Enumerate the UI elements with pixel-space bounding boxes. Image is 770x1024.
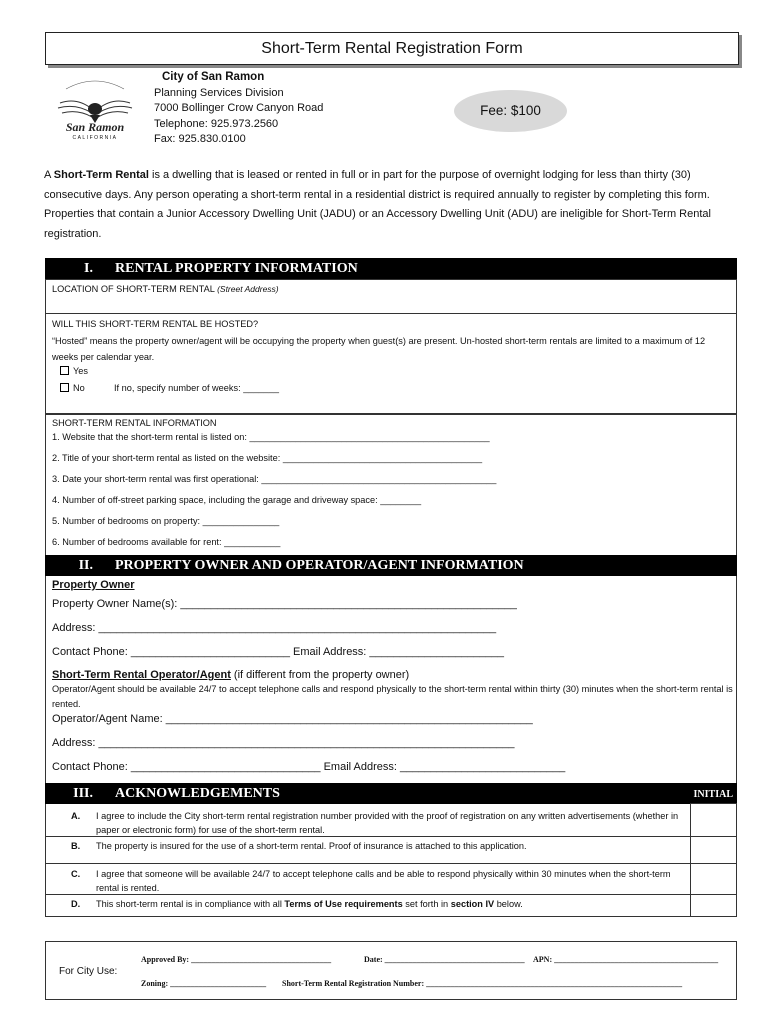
bedrooms-field[interactable]: 5. Number of bedrooms on property: _______________: [52, 516, 280, 526]
hosted-description: “Hosted” means the property owner/agent will be occupying the property when guest(s) are present. Un-hosted short-term rentals are limited to a maximum of 12 weeks per calendar year.: [52, 335, 706, 362]
section-3-header: [45, 783, 737, 804]
logo-text: San Ramon: [65, 120, 125, 134]
fee-badge: Fee: $100: [454, 90, 567, 132]
no-checkbox[interactable]: [60, 383, 69, 392]
registration-number-field[interactable]: Short-Term Rental Registration Number: ________________________________________________________________: [282, 979, 683, 988]
owner-operator-section: [45, 576, 737, 783]
owner-contact-field[interactable]: Contact Phone: __________________________ Email Address: ______________________: [52, 646, 505, 658]
owner-heading: Property Owner: [52, 579, 135, 591]
yes-checkbox[interactable]: [60, 366, 69, 375]
ack-row-b: [45, 837, 737, 864]
ack-b-label: B.: [71, 841, 81, 851]
ack-row-a: [45, 804, 737, 837]
location-field[interactable]: [45, 279, 737, 314]
hosted-yes-option[interactable]: [60, 363, 88, 380]
telephone: Telephone: 925.973.2560: [154, 117, 279, 130]
section-1-title: RENTAL PROPERTY INFORMATION: [115, 261, 358, 276]
intro-term: Short-Term Rental: [53, 169, 149, 181]
division: Planning Services Division: [154, 86, 284, 99]
street-address: 7000 Bollinger Crow Canyon Road: [154, 102, 324, 114]
operator-note: (if different from the property owner): [230, 669, 410, 681]
ack-d-text: This short-term rental is in compliance with all Terms of Use requirements set forth in section IV below.: [96, 899, 523, 909]
city-name: City of San Ramon: [162, 71, 265, 83]
location-hint: (Street Address): [217, 284, 279, 294]
city-use-label: For City Use:: [59, 966, 118, 977]
ack-c-initial-box[interactable]: [690, 863, 737, 895]
logo-subtext: CALIFORNIA: [72, 135, 118, 141]
owner-address-field[interactable]: Address: _________________________________________________________________: [52, 622, 497, 634]
apn-field[interactable]: APN: _________________________________________: [533, 955, 719, 964]
approved-by-field[interactable]: Approved By: ___________________________________: [141, 955, 332, 964]
section-1-header: [45, 258, 737, 279]
ack-a-text: I agree to include the City short-term rental registration number provided with the proof of registration on any written advertisements (whether in paper or electronic form) for use of the short-term rental.: [96, 811, 679, 835]
section-3-title: ACKNOWLEDGEMENTS: [115, 786, 280, 801]
ack-b-initial-box[interactable]: [690, 836, 737, 864]
intro-prefix: A: [44, 169, 54, 181]
operator-address-field[interactable]: Address: ____________________________________________________________________: [52, 737, 515, 749]
ack-a-initial-box[interactable]: [690, 803, 737, 837]
owner-names-field[interactable]: Property Owner Name(s): _______________________________________________________: [52, 598, 517, 610]
date-field[interactable]: Date: ___________________________________: [364, 955, 525, 964]
operator-contact-field[interactable]: Contact Phone: _______________________________ Email Address: ___________________________: [52, 761, 566, 773]
section-2-title: PROPERTY OWNER AND OPERATOR/AGENT INFORMATION: [115, 558, 524, 573]
ack-c-label: C.: [71, 869, 81, 879]
website-field[interactable]: 1. Website that the short-term rental is listed on: _______________________________________________: [52, 432, 490, 442]
ack-b-text: The property is insured for the use of a short-term rental. Proof of insurance is attached to this application.: [96, 841, 527, 851]
weeks-field[interactable]: If no, specify number of weeks: _______: [114, 383, 279, 393]
zoning-field[interactable]: Zoning: ________________________: [141, 979, 267, 988]
ack-a-label: A.: [71, 811, 81, 821]
ack-row-d: [45, 895, 737, 917]
city-logo: [52, 75, 138, 145]
location-label: LOCATION OF SHORT-TERM RENTAL: [52, 284, 215, 294]
operator-description: Operator/Agent should be available 24/7 to accept telephone calls and respond physically to the short-term rental within thirty (30) minutes when the short-term rental is rented.: [52, 684, 733, 709]
city-use-box: [45, 941, 737, 1000]
hosted-question: WILL THIS SHORT-TERM RENTAL BE HOSTED?: [52, 319, 259, 329]
section-2-header: [45, 555, 737, 576]
section-1-number: I.: [84, 261, 93, 276]
bedrooms-for-rent-field[interactable]: 6. Number of bedrooms available for rent: ___________: [52, 537, 281, 547]
rental-info-heading: SHORT-TERM RENTAL INFORMATION: [52, 418, 217, 428]
operator-name-field[interactable]: Operator/Agent Name: ____________________________________________________________: [52, 713, 533, 725]
intro-paragraph: [44, 166, 744, 244]
no-label: No: [73, 383, 85, 393]
ack-d-initial-box[interactable]: [690, 894, 737, 917]
operator-heading: Short-Term Rental Operator/Agent: [52, 669, 231, 681]
parking-spaces-field[interactable]: 4. Number of off-street parking space, including the garage and driveway space: ________: [52, 495, 422, 505]
fax: Fax: 925.830.0100: [154, 133, 246, 145]
form-title: Short-Term Rental Registration Form: [45, 32, 739, 65]
listing-title-field[interactable]: 2. Title of your short-term rental as listed on the website: _______________________________________: [52, 453, 483, 463]
ack-row-c: [45, 864, 737, 895]
hosted-section: [45, 313, 737, 414]
hosted-no-option[interactable]: [60, 380, 85, 397]
intro-text: is a dwelling that is leased or rented in full or in part for the purpose of overnight lodging for less than thirty (30) consecutive days. Any person operating a short-term rental in a residential district is required annually to register by completing this form. Properties that contain a Junior Accessory Dwelling Unit (JADU) or an Accessory Dwelling Unit (ADU) are ineligible for Short-Term Rental registration.: [44, 169, 711, 240]
ack-c-text: I agree that someone will be available 24/7 to accept telephone calls and be able to respond physically within 30 minutes when the short-term rental is rented.: [96, 869, 671, 893]
city-contact-block: [154, 70, 323, 148]
yes-label: Yes: [73, 366, 88, 376]
ack-d-label: D.: [71, 899, 81, 909]
initial-column-label: INITIAL: [693, 789, 733, 800]
rental-info-section: [45, 414, 737, 556]
section-3-number: III.: [73, 786, 93, 801]
section-2-number: II.: [78, 558, 93, 573]
first-operational-date-field[interactable]: 3. Date your short-term rental was first operational: ______________________________________________: [52, 474, 497, 484]
